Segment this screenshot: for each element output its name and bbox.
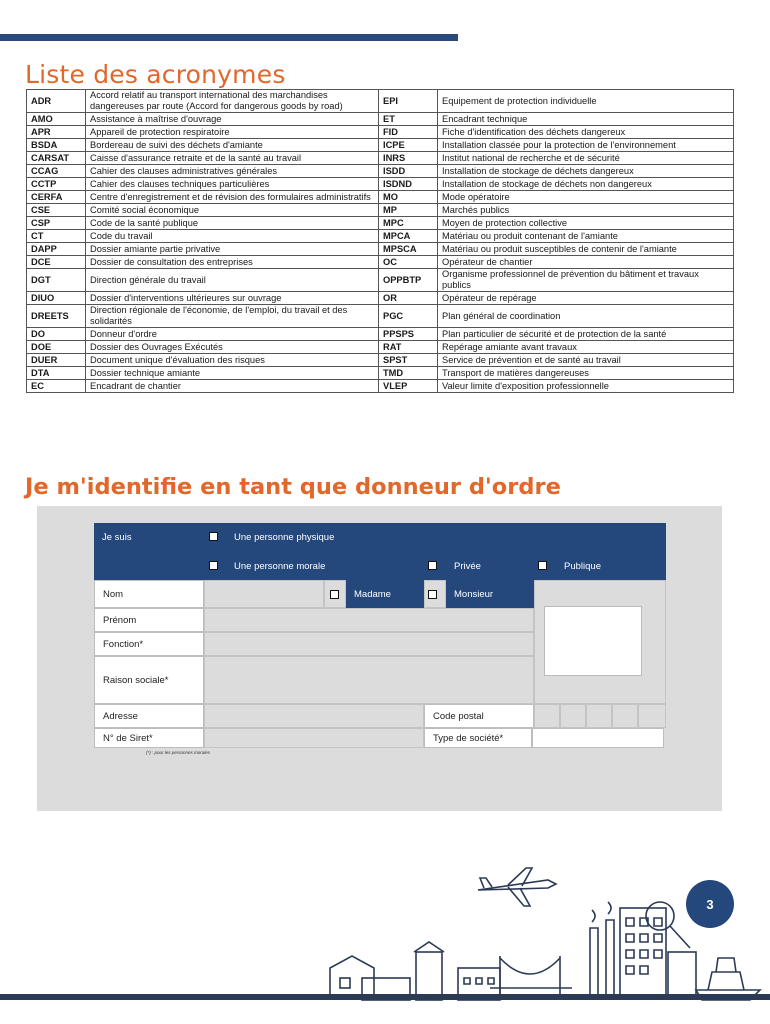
raison-sociale-field[interactable] [204, 656, 534, 704]
personne-physique-checkbox[interactable] [209, 532, 218, 541]
acronym-abbr: ICPE [379, 139, 438, 152]
raison-sociale-label: Raison sociale* [94, 656, 204, 704]
adresse-field[interactable] [204, 704, 424, 728]
acronym-abbr: CERFA [27, 191, 86, 204]
acronym-abbr: DREETS [27, 305, 86, 328]
acronym-abbr: DUER [27, 354, 86, 367]
code-postal-digit[interactable] [638, 704, 666, 728]
acronym-definition: Dossier de consultation des entreprises [86, 256, 379, 269]
monsieur-checkbox[interactable] [428, 590, 437, 599]
acronym-definition: Comité social économique [86, 204, 379, 217]
logo-placeholder[interactable] [544, 606, 642, 676]
acronym-definition: Direction générale du travail [86, 269, 379, 292]
acronym-definition: Donneur d'ordre [86, 328, 379, 341]
header-rule [0, 34, 458, 41]
code-postal-digit[interactable] [612, 704, 638, 728]
acronym-row [27, 90, 734, 113]
acronym-definition: Code de la santé publique [86, 217, 379, 230]
acronym-abbr: ISDD [379, 165, 438, 178]
acronym-definition: Repérage amiante avant travaux [438, 341, 734, 354]
acronym-abbr: SPST [379, 354, 438, 367]
fonction-label: Fonction* [94, 632, 204, 656]
acronym-abbr: CSE [27, 204, 86, 217]
acronym-row [27, 328, 734, 341]
acronyms-title: Liste des acronymes [25, 60, 286, 89]
acronym-definition: Marchés publics [438, 204, 734, 217]
acronym-definition: Centre d'enregistrement et de révision des formulaires administratifs [86, 191, 379, 204]
acronym-definition: Fiche d'identification des déchets dangereux [438, 126, 734, 139]
publique-checkbox[interactable] [538, 561, 547, 570]
acronym-definition: Moyen de protection collective [438, 217, 734, 230]
acronym-abbr: VLEP [379, 380, 438, 393]
acronym-definition: Direction régionale de l'économie, de l'emploi, du travail et des solidarités [86, 305, 379, 328]
acronym-definition: Assistance à maîtrise d'ouvrage [86, 113, 379, 126]
acronym-definition: Dossier technique amiante [86, 367, 379, 380]
code-postal-digit[interactable] [586, 704, 612, 728]
acronym-definition: Installation de stockage de déchets non dangereux [438, 178, 734, 191]
acronym-abbr: PPSPS [379, 328, 438, 341]
nom-label: Nom [94, 580, 204, 608]
acronym-definition: Cahier des clauses techniques particulières [86, 178, 379, 191]
type-societe-label: Type de société* [424, 728, 532, 748]
monsieur-label: Monsieur [446, 580, 534, 608]
acronym-abbr: OR [379, 292, 438, 305]
acronym-abbr: INRS [379, 152, 438, 165]
acronym-row [27, 204, 734, 217]
acronym-abbr: MPC [379, 217, 438, 230]
acronym-definition: Code du travail [86, 230, 379, 243]
acronym-abbr: CT [27, 230, 86, 243]
acronym-abbr: CSP [27, 217, 86, 230]
acronym-row [27, 191, 734, 204]
acronym-definition: Opérateur de chantier [438, 256, 734, 269]
acronym-definition: Bordereau de suivi des déchets d'amiante [86, 139, 379, 152]
acronym-definition: Mode opératoire [438, 191, 734, 204]
privee-checkbox[interactable] [428, 561, 437, 570]
type-societe-field[interactable] [532, 728, 664, 748]
acronym-row [27, 165, 734, 178]
code-postal-label: Code postal [424, 704, 534, 728]
acronym-abbr: ET [379, 113, 438, 126]
acronym-row [27, 152, 734, 165]
fonction-field[interactable] [204, 632, 534, 656]
acronym-definition: Installation de stockage de déchets dangereux [438, 165, 734, 178]
acronym-definition: Organisme professionnel de prévention du bâtiment et travaux publics [438, 269, 734, 292]
acronym-row [27, 269, 734, 292]
prenom-field[interactable] [204, 608, 534, 632]
acronym-abbr: DIUO [27, 292, 86, 305]
siret-field[interactable] [204, 728, 424, 748]
acronym-definition: Matériau ou produit susceptibles de contenir de l'amiante [438, 243, 734, 256]
madame-checkbox[interactable] [330, 590, 339, 599]
acronym-row [27, 126, 734, 139]
acronym-definition: Transport de matières dangereuses [438, 367, 734, 380]
acronym-abbr: DTA [27, 367, 86, 380]
footnote: (*) : pour les personnes morales [146, 750, 211, 755]
acronym-abbr: FID [379, 126, 438, 139]
acronym-definition: Matériau ou produit contenant de l'amiante [438, 230, 734, 243]
airplane-icon [478, 868, 556, 906]
acronym-definition: Dossier d'interventions ultérieures sur ouvrage [86, 292, 379, 305]
madame-label: Madame [346, 580, 424, 608]
acronym-abbr: DAPP [27, 243, 86, 256]
acronym-row [27, 354, 734, 367]
acronym-definition: Cahier des clauses administratives générales [86, 165, 379, 178]
acronym-row [27, 113, 734, 126]
acronym-row [27, 305, 734, 328]
siret-label: N° de Siret* [94, 728, 204, 748]
acronym-abbr: RAT [379, 341, 438, 354]
acronym-abbr: CCTP [27, 178, 86, 191]
acronym-row [27, 341, 734, 354]
acronym-abbr: MPSCA [379, 243, 438, 256]
acronym-abbr: TMD [379, 367, 438, 380]
acronym-definition: Accord relatif au transport international des marchandises dangereuses par route (Accord for dangerous goods by road) [86, 90, 379, 113]
acronym-row [27, 292, 734, 305]
acronym-abbr: DGT [27, 269, 86, 292]
acronym-row [27, 230, 734, 243]
acronym-definition: Plan particulier de sécurité et de protection de la santé [438, 328, 734, 341]
acronym-definition: Encadrant de chantier [86, 380, 379, 393]
acronym-row [27, 367, 734, 380]
acronym-definition: Valeur limite d'exposition professionnelle [438, 380, 734, 393]
acronym-abbr: MP [379, 204, 438, 217]
acronym-abbr: PGC [379, 305, 438, 328]
acronym-abbr: CCAG [27, 165, 86, 178]
acronym-row [27, 380, 734, 393]
acronym-abbr: OC [379, 256, 438, 269]
prenom-label: Prénom [94, 608, 204, 632]
personne-morale-checkbox[interactable] [209, 561, 218, 570]
acronym-abbr: DCE [27, 256, 86, 269]
acronym-row [27, 256, 734, 269]
acronym-row [27, 243, 734, 256]
acronym-abbr: MPCA [379, 230, 438, 243]
magnifier-icon [646, 902, 690, 948]
acronym-abbr: EC [27, 380, 86, 393]
acronym-definition: Caisse d'assurance retraite et de la santé au travail [86, 152, 379, 165]
acronym-abbr: MO [379, 191, 438, 204]
nom-field[interactable] [204, 580, 324, 608]
acronym-definition: Service de prévention et de santé au travail [438, 354, 734, 367]
section-title: Je m'identifie en tant que donneur d'ordre [25, 474, 561, 500]
acronym-abbr: ADR [27, 90, 86, 113]
acronym-abbr: AMO [27, 113, 86, 126]
acronyms-table [26, 89, 734, 393]
page-number: 3 [686, 880, 734, 928]
acronym-row [27, 178, 734, 191]
acronym-row [27, 139, 734, 152]
acronym-abbr: DOE [27, 341, 86, 354]
acronym-definition: Opérateur de repérage [438, 292, 734, 305]
acronym-definition: Appareil de protection respiratoire [86, 126, 379, 139]
acronym-definition: Installation classée pour la protection de l'environnement [438, 139, 734, 152]
acronym-abbr: DO [27, 328, 86, 341]
publique-label: Publique [556, 552, 666, 580]
acronym-definition: Encadrant technique [438, 113, 734, 126]
acronym-abbr: BSDA [27, 139, 86, 152]
acronym-abbr: APR [27, 126, 86, 139]
acronym-abbr: EPI [379, 90, 438, 113]
acronym-definition: Dossier des Ouvrages Exécutés [86, 341, 379, 354]
personne-physique-label: Une personne physique [226, 523, 424, 552]
acronym-definition: Dossier amiante partie privative [86, 243, 379, 256]
acronym-definition: Document unique d'évaluation des risques [86, 354, 379, 367]
personne-morale-label: Une personne morale [226, 552, 424, 580]
code-postal-digit[interactable] [534, 704, 560, 728]
code-postal-digit[interactable] [560, 704, 586, 728]
acronym-abbr: ISDND [379, 178, 438, 191]
acronym-abbr: CARSAT [27, 152, 86, 165]
acronym-definition: Equipement de protection individuelle [438, 90, 734, 113]
acronym-definition: Plan général de coordination [438, 305, 734, 328]
adresse-label: Adresse [94, 704, 204, 728]
acronym-definition: Institut national de recherche et de sécurité [438, 152, 734, 165]
city-illustration [0, 860, 770, 1024]
je-suis-label: Je suis [94, 523, 204, 552]
acronym-row [27, 217, 734, 230]
acronym-abbr: OPPBTP [379, 269, 438, 292]
privee-label: Privée [446, 552, 534, 580]
